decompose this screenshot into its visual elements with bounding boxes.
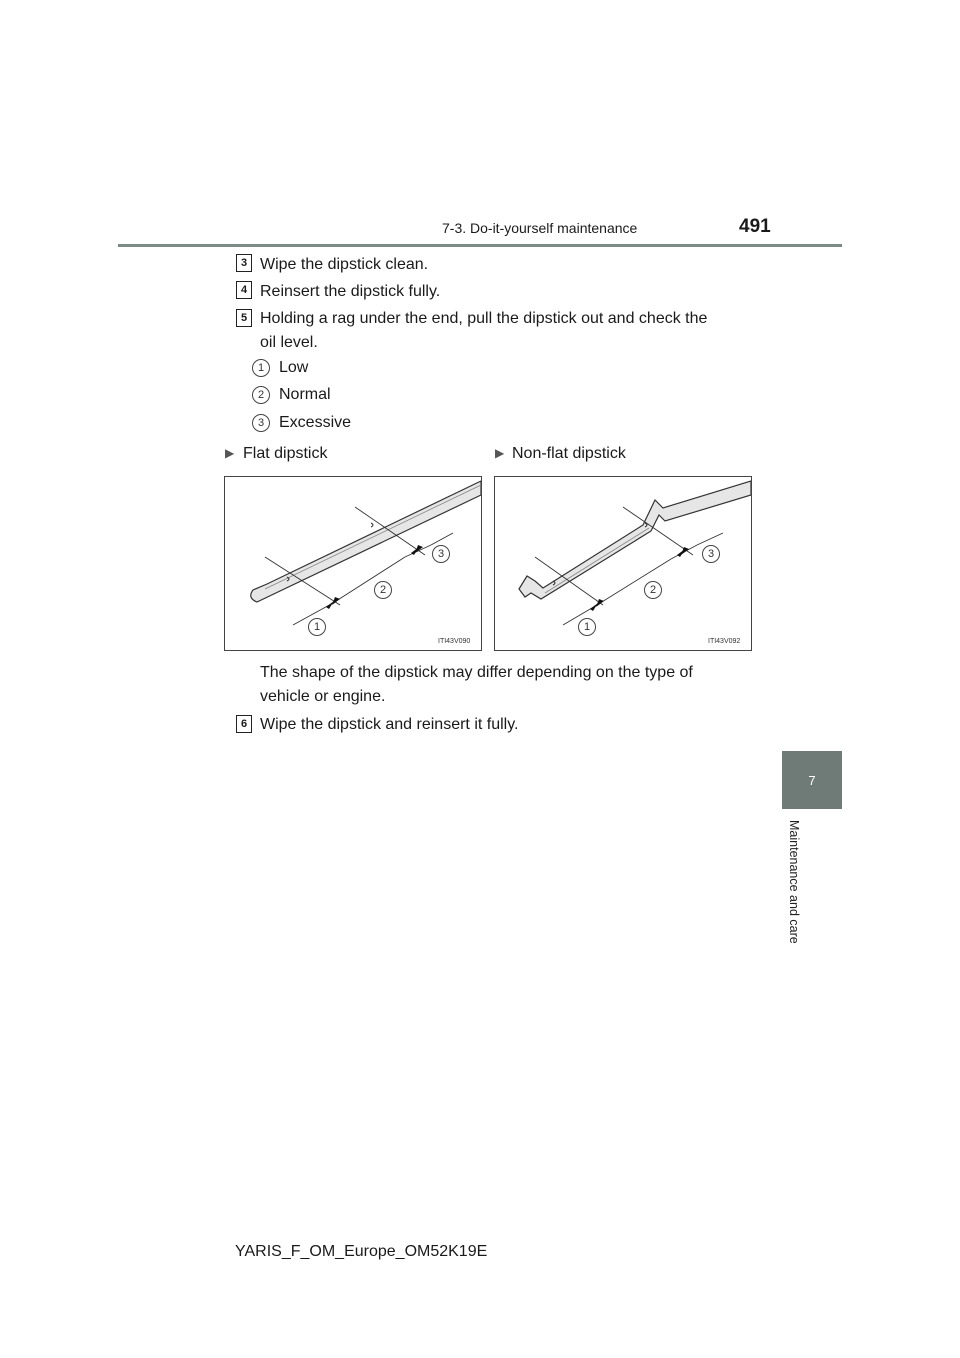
figure-code: ITI43V092 [708,638,741,645]
step-text-3: Wipe the dipstick clean. [260,256,429,273]
legend-label-low: Low [279,359,309,376]
legend-label-excessive: Excessive [279,414,352,431]
note-text: The shape of the dipstick may differ depending on the type of [260,664,693,681]
callout-2: 2 [374,581,392,599]
document-code-footer: YARIS_F_OM_Europe_OM52K19E [235,1243,488,1260]
step-text-6: Wipe the dipstick and reinsert it fully. [260,716,519,733]
figure-flat-dipstick [224,476,482,651]
chapter-tab [782,751,842,809]
figure-non-flat-dipstick [494,476,752,651]
callout-3: 3 [702,545,720,563]
step-text-5: Holding a rag under the end, pull the dipstick out and check the [260,310,708,327]
callout-1: 1 [578,618,596,636]
caption-flat-dipstick: Flat dipstick [243,445,328,462]
legend-number-2: 2 [252,386,270,404]
triangle-right-icon: ▶ [225,446,235,460]
flat-dipstick-illustration [225,477,481,650]
triangle-right-icon: ▶ [495,446,505,460]
callout-1: 1 [308,618,326,636]
legend-number-1: 1 [252,359,270,377]
legend-label-normal: Normal [279,386,331,403]
chapter-number: 7 [808,772,816,788]
legend-number-3: 3 [252,414,270,432]
step-number-5: 5 [236,309,252,327]
section-title: 7-3. Do-it-yourself maintenance [442,220,638,236]
caption-non-flat-dipstick: Non-flat dipstick [512,445,626,462]
chapter-title: Maintenance and care [787,820,801,944]
page-number: 491 [739,216,771,237]
figure-code: ITI43V090 [438,638,471,645]
header-rule [118,244,842,247]
step-number-6: 6 [236,715,252,733]
callout-3: 3 [432,545,450,563]
step-text-4: Reinsert the dipstick fully. [260,283,441,300]
chapter-title-tab [758,820,830,980]
step-number-3: 3 [236,254,252,272]
note-text-cont: vehicle or engine. [260,688,386,705]
step-text-5-cont: oil level. [260,334,318,351]
non-flat-dipstick-illustration [495,477,751,650]
step-number-4: 4 [236,281,252,299]
callout-2: 2 [644,581,662,599]
